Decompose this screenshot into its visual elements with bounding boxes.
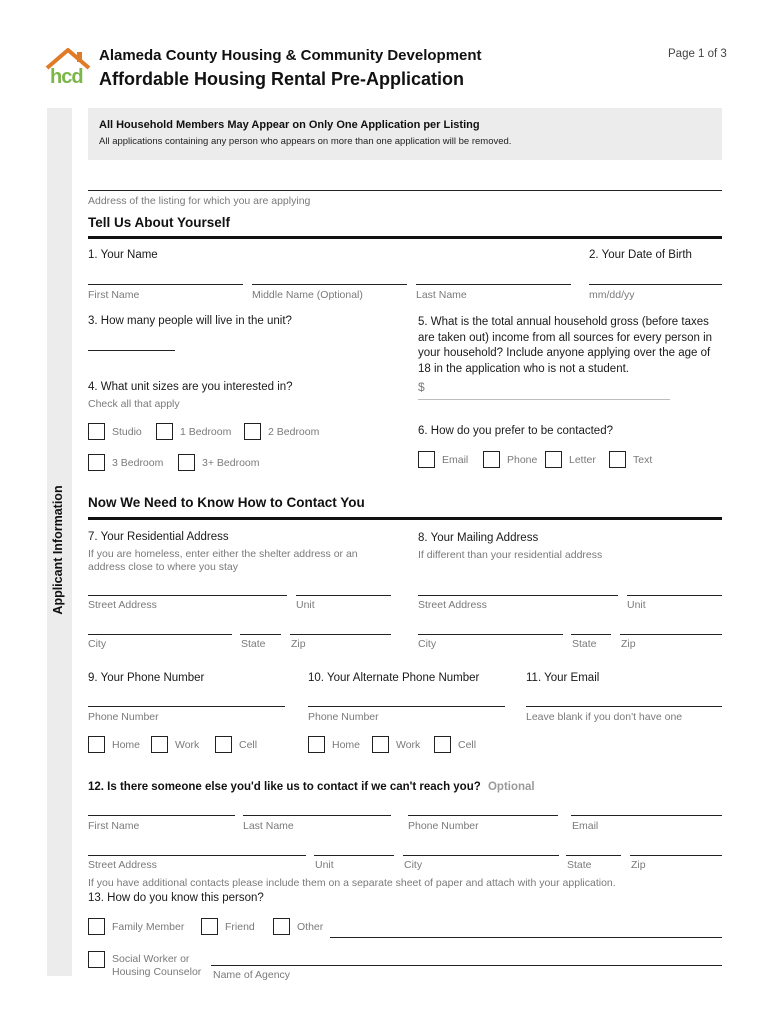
q8-label: 8. Your Mailing Address: [418, 532, 539, 544]
alt-phone-work-checkbox[interactable]: [372, 736, 389, 753]
studio-checkbox[interactable]: [88, 423, 105, 440]
contact-letter-checkbox[interactable]: [545, 451, 562, 468]
mail-unit-label: Unit: [627, 599, 646, 611]
listing-address-label: Address of the listing for which you are applying: [88, 195, 311, 207]
q12-text: 12. Is there someone else you'd like us to contact if we can't reach you?: [88, 781, 481, 793]
income-field[interactable]: [418, 399, 670, 400]
q12-optional: Optional: [487, 781, 535, 793]
q10-label: 10. Your Alternate Phone Number: [308, 672, 480, 684]
3plus-bedroom-label: 3+ Bedroom: [202, 457, 260, 469]
res-state-field[interactable]: [240, 634, 281, 635]
alt-phone-field[interactable]: [308, 706, 505, 707]
first-name-label: First Name: [88, 289, 140, 301]
3plus-bedroom-checkbox[interactable]: [178, 454, 195, 471]
res-street-field[interactable]: [88, 595, 287, 596]
contact-email-field[interactable]: [571, 815, 722, 816]
res-zip-field[interactable]: [290, 634, 391, 635]
phone-label: Phone Number: [88, 711, 159, 723]
phone-work-label: Work: [175, 739, 200, 751]
org-title: Alameda County Housing & Community Development: [99, 47, 482, 64]
first-name-field[interactable]: [88, 284, 243, 285]
logo-text: hcd: [50, 66, 83, 88]
q5-label: 5. What is the total annual household gross (before taxes are taken out) income from all sources for every person in your household? Include anyone applying over the age of 18 in the application who is not a student.: [418, 316, 713, 375]
relation-other-field[interactable]: [330, 937, 722, 938]
contact-first-name-label: First Name: [88, 820, 140, 832]
contact-first-name-field[interactable]: [88, 815, 235, 816]
phone-home-label: Home: [112, 739, 141, 751]
email-field[interactable]: [526, 706, 722, 707]
q9-label: 9. Your Phone Number: [88, 672, 205, 684]
res-city-label: City: [88, 638, 107, 650]
contact-unit-field[interactable]: [314, 855, 394, 856]
q2-label: 2. Your Date of Birth: [589, 249, 692, 261]
contact-text-label: Text: [633, 454, 653, 466]
q8-hint: If different than your residential address: [418, 549, 603, 561]
phone-work-checkbox[interactable]: [151, 736, 168, 753]
contact-text-checkbox[interactable]: [609, 451, 626, 468]
contact-city-field[interactable]: [403, 855, 559, 856]
alt-phone-cell-checkbox[interactable]: [434, 736, 451, 753]
studio-label: Studio: [112, 426, 142, 438]
q4-hint: Check all that apply: [88, 398, 180, 410]
dob-label: mm/dd/yy: [589, 289, 635, 301]
mail-street-field[interactable]: [418, 595, 618, 596]
sidebar-label: Applicant Information: [51, 485, 65, 615]
contact-state-label: State: [567, 859, 592, 871]
section-heading-contact: Now We Need to Know How to Contact You: [88, 495, 365, 510]
contact-unit-label: Unit: [315, 859, 334, 871]
section-rule: [88, 517, 722, 520]
mail-city-label: City: [418, 638, 437, 650]
contact-street-field[interactable]: [88, 855, 306, 856]
page-title: Affordable Housing Rental Pre-Application: [99, 69, 465, 89]
contact-last-name-label: Last Name: [243, 820, 294, 832]
contact-phone-field[interactable]: [408, 815, 558, 816]
contact-email-label: Email: [442, 454, 469, 466]
res-unit-field[interactable]: [296, 595, 391, 596]
mail-unit-field[interactable]: [627, 595, 722, 596]
notice-title: All Household Members May Appear on Only One Application per Listing: [99, 119, 480, 131]
res-city-field[interactable]: [88, 634, 232, 635]
last-name-field[interactable]: [416, 284, 571, 285]
notice-body: All applications containing any person who appears on more than one application will be removed.: [99, 136, 512, 147]
relation-other-label: Other: [297, 921, 324, 933]
res-state-label: State: [241, 638, 266, 650]
res-street-label: Street Address: [88, 599, 157, 611]
mail-state-field[interactable]: [571, 634, 611, 635]
alt-phone-label: Phone Number: [308, 711, 379, 723]
listing-address-field[interactable]: [88, 190, 722, 191]
contact-phone-label: Phone Number: [408, 820, 479, 832]
relation-friend-checkbox[interactable]: [201, 918, 218, 935]
1-bedroom-label: 1 Bedroom: [180, 426, 232, 438]
relation-family-label: Family Member: [112, 921, 185, 933]
dob-field[interactable]: [589, 284, 722, 285]
phone-home-checkbox[interactable]: [88, 736, 105, 753]
contact-phone-label: Phone: [507, 454, 538, 466]
agency-name-field[interactable]: [211, 965, 722, 966]
contact-zip-label: Zip: [631, 859, 646, 871]
phone-field[interactable]: [88, 706, 285, 707]
mail-city-field[interactable]: [418, 634, 563, 635]
contact-email-checkbox[interactable]: [418, 451, 435, 468]
q12-label: [88, 781, 535, 793]
res-zip-label: Zip: [291, 638, 306, 650]
phone-cell-checkbox[interactable]: [215, 736, 232, 753]
mail-state-label: State: [572, 638, 597, 650]
alt-phone-work-label: Work: [396, 739, 421, 751]
relation-social-worker-label: Social Worker or Housing Counselor: [112, 953, 202, 978]
contact-email-label: Email: [572, 820, 599, 832]
contact-zip-field[interactable]: [630, 855, 722, 856]
phone-cell-label: Cell: [239, 739, 258, 751]
q6-label: 6. How do you prefer to be contacted?: [418, 425, 613, 437]
q4-label: 4. What unit sizes are you interested in?: [88, 381, 293, 393]
contact-state-field[interactable]: [566, 855, 621, 856]
email-hint: Leave blank if you don't have one: [526, 711, 683, 723]
household-size-field[interactable]: [88, 350, 175, 351]
relation-family-checkbox[interactable]: [88, 918, 105, 935]
3-bedroom-checkbox[interactable]: [88, 454, 105, 471]
contact-street-label: Street Address: [88, 859, 157, 871]
alt-phone-home-label: Home: [332, 739, 361, 751]
1-bedroom-checkbox[interactable]: [156, 423, 173, 440]
q3-label: 3. How many people will live in the unit?: [88, 315, 292, 327]
relation-other-checkbox[interactable]: [273, 918, 290, 935]
contact-last-name-field[interactable]: [243, 815, 391, 816]
mail-street-label: Street Address: [418, 599, 487, 611]
q11-label: 11. Your Email: [526, 672, 600, 684]
q7-label: 7. Your Residential Address: [88, 531, 229, 543]
agency-name-label: Name of Agency: [213, 969, 291, 981]
hcd-logo: [44, 46, 92, 92]
contact-phone-checkbox[interactable]: [483, 451, 500, 468]
contact-letter-label: Letter: [569, 454, 596, 466]
mail-zip-field[interactable]: [620, 634, 722, 635]
middle-name-field[interactable]: [252, 284, 407, 285]
relation-friend-label: Friend: [225, 921, 255, 933]
notice-box: [88, 108, 722, 160]
section-heading-about: Tell Us About Yourself: [88, 215, 231, 230]
q7-hint: If you are homeless, enter either the shelter address or an address close to where you stay: [88, 548, 358, 573]
alt-phone-cell-label: Cell: [458, 739, 477, 751]
res-unit-label: Unit: [296, 599, 315, 611]
additional-contacts-note: If you have additional contacts please include them on a separate sheet of paper and attach with your application.: [88, 877, 616, 889]
q13-label: 13. How do you know this person?: [88, 892, 264, 904]
alt-phone-home-checkbox[interactable]: [308, 736, 325, 753]
middle-name-label: Middle Name (Optional): [252, 289, 363, 301]
3-bedroom-label: 3 Bedroom: [112, 457, 164, 469]
section-rule: [88, 236, 722, 239]
mail-zip-label: Zip: [621, 638, 636, 650]
relation-social-worker-checkbox[interactable]: [88, 951, 105, 968]
2-bedroom-label: 2 Bedroom: [268, 426, 320, 438]
contact-city-label: City: [404, 859, 423, 871]
page-number: Page 1 of 3: [668, 48, 727, 60]
last-name-label: Last Name: [416, 289, 467, 301]
dollar-sign: $: [418, 380, 425, 394]
q1-label: 1. Your Name: [88, 249, 158, 261]
2-bedroom-checkbox[interactable]: [244, 423, 261, 440]
